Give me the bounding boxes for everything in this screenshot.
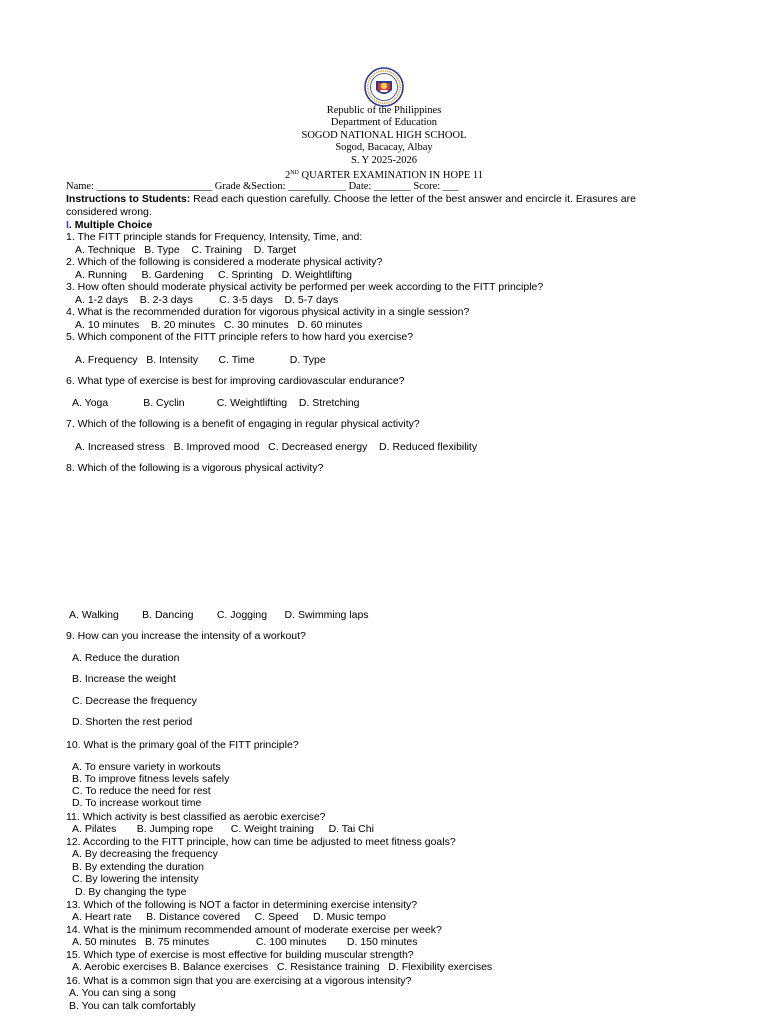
- question-5-options: A. Frequency B. Intensity C. Time D. Type: [75, 354, 326, 366]
- question-14: 14. What is the minimum recommended amount of moderate exercise per week?: [66, 924, 442, 936]
- question-16: 16. What is a common sign that you are exercising at a vigorous intensity?: [66, 975, 412, 987]
- question-6-options: A. Yoga B. Cyclin C. Weightlifting D. Stretching: [72, 397, 360, 409]
- question-8-options: A. Walking B. Dancing C. Jogging D. Swimming laps: [69, 609, 369, 621]
- question-7-options: A. Increased stress B. Improved mood C. Decreased energy D. Reduced flexibility: [75, 441, 478, 453]
- question-10-option-a: A. To ensure variety in workouts: [72, 761, 221, 773]
- question-11: 11. Which activity is best classified as aerobic exercise?: [66, 811, 326, 823]
- question-12-option-a: A. By decreasing the frequency: [72, 848, 218, 860]
- republic-line: Republic of the Philippines: [326, 105, 442, 116]
- question-9: 9. How can you increase the intensity of a workout?: [66, 630, 306, 642]
- question-8: 8. Which of the following is a vigorous physical activity?: [66, 462, 324, 474]
- question-7: 7. Which of the following is a benefit of engaging in regular physical activity?: [66, 418, 420, 430]
- exam-title: 2ND QUARTER EXAMINATION IN HOPE 11: [284, 170, 484, 182]
- question-4-options: A. 10 minutes B. 20 minutes C. 30 minutes D. 60 minutes: [75, 319, 363, 331]
- exam-header: [0, 105, 768, 182]
- question-12-option-c: C. By lowering the intensity: [72, 873, 199, 885]
- question-2: 2. Which of the following is considered a moderate physical activity?: [66, 256, 383, 268]
- question-6: 6. What type of exercise is best for improving cardiovascular endurance?: [66, 375, 405, 387]
- question-12-option-b: B. By extending the duration: [72, 861, 204, 873]
- question-3: 3. How often should moderate physical activity be performed per week according to the FITT principle?: [66, 281, 544, 293]
- question-12-option-d: D. By changing the type: [75, 886, 187, 898]
- question-15: 15. Which type of exercise is most effective for building muscular strength?: [66, 949, 414, 961]
- question-9-option-d: D. Shorten the rest period: [72, 716, 193, 728]
- question-11-options: A. Pilates B. Jumping rope C. Weight training D. Tai Chi: [72, 823, 374, 835]
- question-9-option-c: C. Decrease the frequency: [72, 695, 197, 707]
- question-5: 5. Which component of the FITT principle refers to how hard you exercise?: [66, 331, 414, 343]
- school-name: SOGOD NATIONAL HIGH SCHOOL: [301, 129, 467, 141]
- school-address: Sogod, Bacacay, Albay: [335, 142, 433, 154]
- question-15-options: A. Aerobic exercises B. Balance exercises C. Resistance training D. Flexibility exercises: [72, 961, 493, 973]
- school-year: S. Y 2025-2026: [350, 154, 417, 166]
- question-10: 10. What is the primary goal of the FITT principle?: [66, 739, 299, 751]
- instructions: Instructions to Students: Read each question carefully. Choose the letter of the best answer and encircle it. Erasures are considered wrong.: [66, 193, 636, 218]
- question-16-option-a: A. You can sing a song: [69, 987, 176, 999]
- question-10-option-d: D. To increase workout time: [72, 797, 202, 809]
- question-13: 13. Which of the following is NOT a factor in determining exercise intensity?: [66, 899, 418, 911]
- question-13-options: A. Heart rate B. Distance covered C. Speed D. Music tempo: [72, 911, 386, 923]
- question-14-options: A. 50 minutes B. 75 minutes C. 100 minutes D. 150 minutes: [72, 936, 418, 948]
- question-10-option-c: C. To reduce the need for rest: [72, 785, 211, 797]
- question-9-option-a: A. Reduce the duration: [72, 652, 180, 664]
- department-line: Department of Education: [330, 117, 438, 129]
- question-1-options: A. Technique B. Type C. Training D. Target: [75, 244, 297, 256]
- student-info-line: Name: ______________________ Grade &Section: ___________ Date: _______ Score: ___: [66, 181, 459, 192]
- question-16-option-b: B. You can talk comfortably: [69, 1000, 196, 1012]
- question-12: 12. According to the FITT principle, how can time be adjusted to meet fitness goals?: [66, 836, 456, 848]
- question-4: 4. What is the recommended duration for vigorous physical activity in a single session?: [66, 306, 470, 318]
- question-3-options: A. 1-2 days B. 2-3 days C. 3-5 days D. 5-7 days: [75, 294, 339, 306]
- question-10-option-b: B. To improve fitness levels safely: [72, 773, 230, 785]
- deped-seal-icon: [361, 66, 407, 108]
- section-heading: I. Multiple Choice: [66, 219, 153, 231]
- question-1: 1. The FITT principle stands for Frequency, Intensity, Time, and:: [66, 231, 363, 243]
- question-9-option-b: B. Increase the weight: [72, 673, 176, 685]
- question-2-options: A. Running B. Gardening C. Sprinting D. Weightlifting: [75, 269, 353, 281]
